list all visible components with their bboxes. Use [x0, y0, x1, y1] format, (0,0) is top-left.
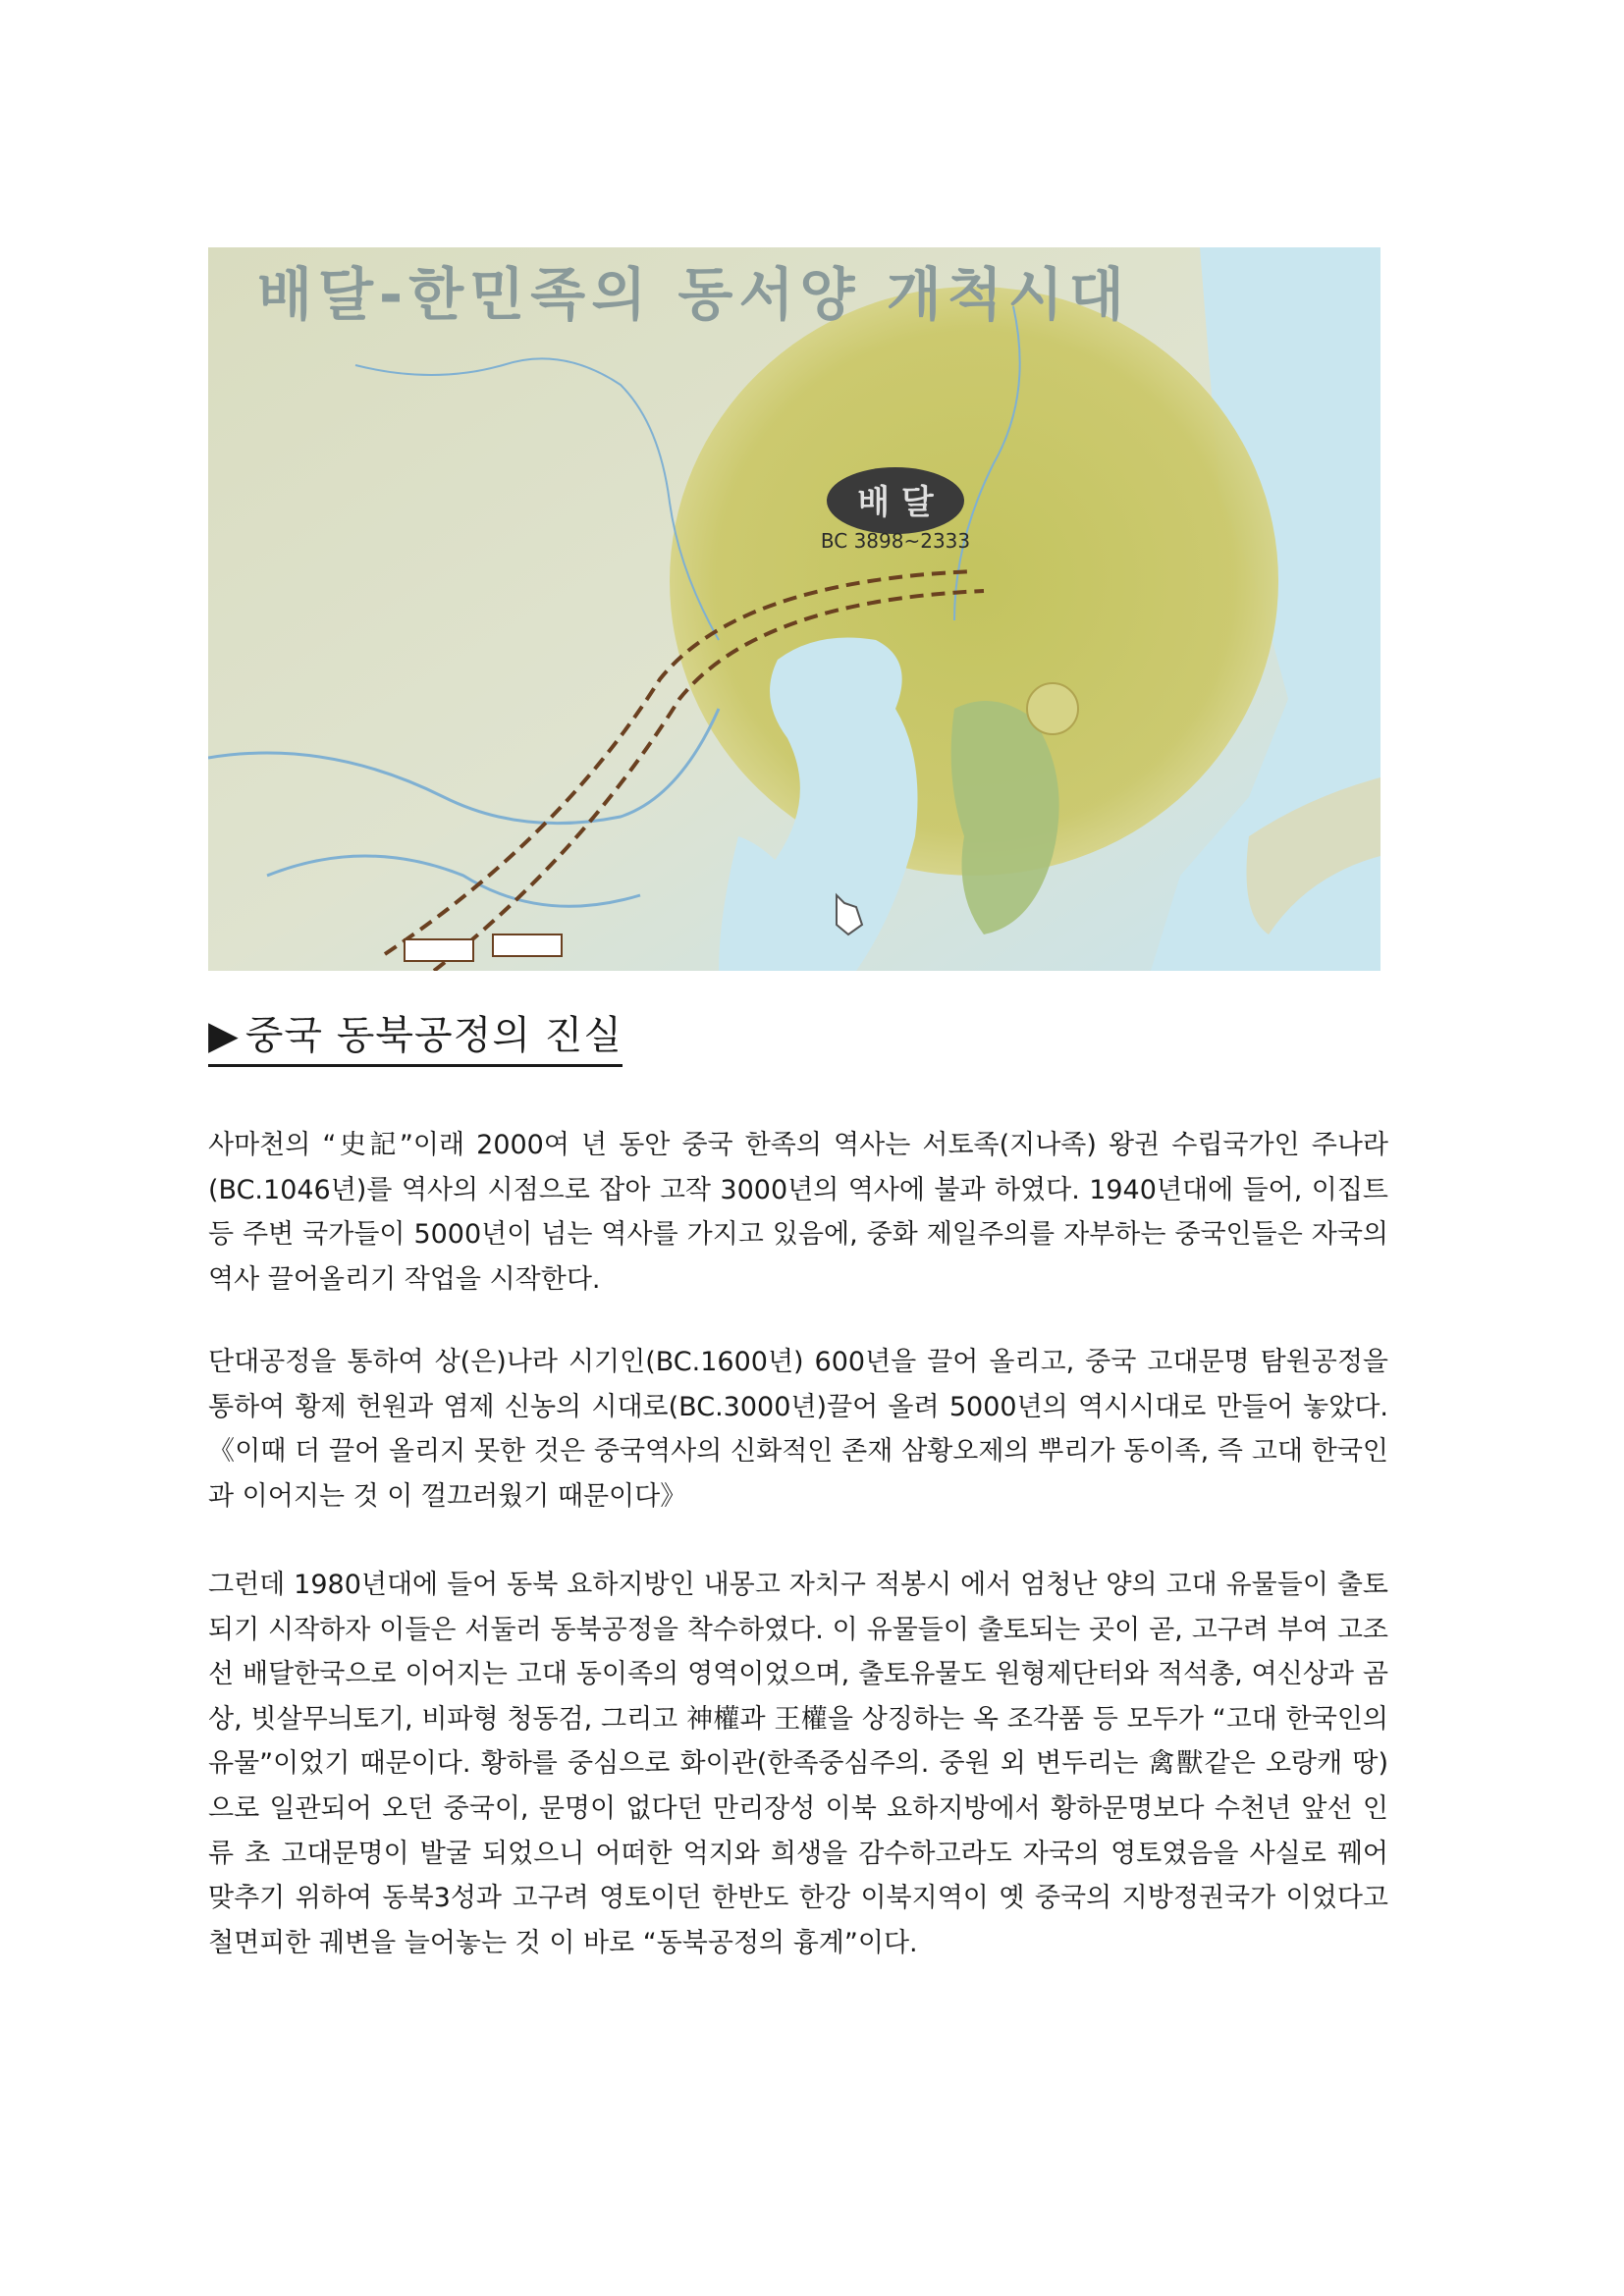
paragraph-text: 단대공정을 통하여 상(은)나라 시기인(BC.1600년) 600년을 끌어 올리고, 중국 고대문명 탐원공정을 통하여 황제 헌원과 염제 신농의 시대로(BC.3000년)끌어 올려 5000년의 역시시대로 만들어 놓았다.《이때 더 끌어 올리지 못한 것은 중국역사의 신화적인 존재 삼황오제의 뿌리가 동이족, 즉 고대 한국인과 이어지는 것 이 껄끄러웠기 때문이다》: [208, 1347, 1388, 1512]
paragraph-1: [208, 1123, 1388, 1302]
map-title: 배달-한민족의 동서양 개척시대: [257, 261, 1130, 328]
paragraph-2: [208, 1340, 1388, 1519]
map-image: [208, 247, 1380, 971]
paragraph-text: 그런데 1980년대에 들어 동북 요하지방인 내몽고 자치구 적봉시 에서 엄청난 양의 고대 유물들이 출토되기 시작하자 이들은 서둘러 동북공정을 착수하였다. 이 유물들이 출토되는 곳이 곧, 고구려 부여 고조선 배달한국으로 이어지는 고대 동이족의 영역이었으며, 출토유물도 원형제단터와 적석총, 여신상과 곰상, 빗살무늬토기, 비파형 청동검, 그리고 神權과 王權을 상징하는 옥 조각품 등 모두가 “고대 한국인의 유물”이었기 때문이다. 황하를 중심으로 화이관(한족중심주의. 중원 외 변두리는 禽獸같은 오랑캐 땅)으로 일관되어 오던 중국이, 문명이 없다던 만리장성 이북 요하지방에서 황하문명보다 수천년 앞선 인류 초 고대문명이 발굴 되었으니 어떠한 억지와 희생을 감수하고라도 자국의 영토였음을 사실로 꿰어 맞추기 위하여 동북3성과 고구려 영토이던 한반도 한강 이북지역이 옛 중국의 지방정권국가 이었다고 철면피한 궤변을 늘어놓는 것 이 바로 “동북공정의 흉계”이다.: [208, 1570, 1388, 1958]
section-heading: [208, 1009, 623, 1067]
paragraph-text: 사마천의 “史記”이래 2000여 년 동안 중국 한족의 역사는 서토족(지나족) 왕권 수립국가인 주나라(BC.1046년)를 역사의 시점으로 잡아 고작 3000년의 역사에 불과 하였다. 1940년대에 들어, 이집트 등 주변 국가들이 5000년이 넘는 역사를 가지고 있음에, 중화 제일주의를 자부하는 중국인들은 자국의 역사 끌어올리기 작업을 시작한다.: [208, 1130, 1388, 1295]
map-era-label: 배 달: [857, 483, 934, 522]
heading-text: 중국 동북공정의 진실: [244, 1013, 623, 1058]
map-era-years: BC 3898~2333: [820, 529, 971, 553]
heading-marker: ▶: [208, 1013, 240, 1058]
paragraph-3: [208, 1563, 1388, 1965]
